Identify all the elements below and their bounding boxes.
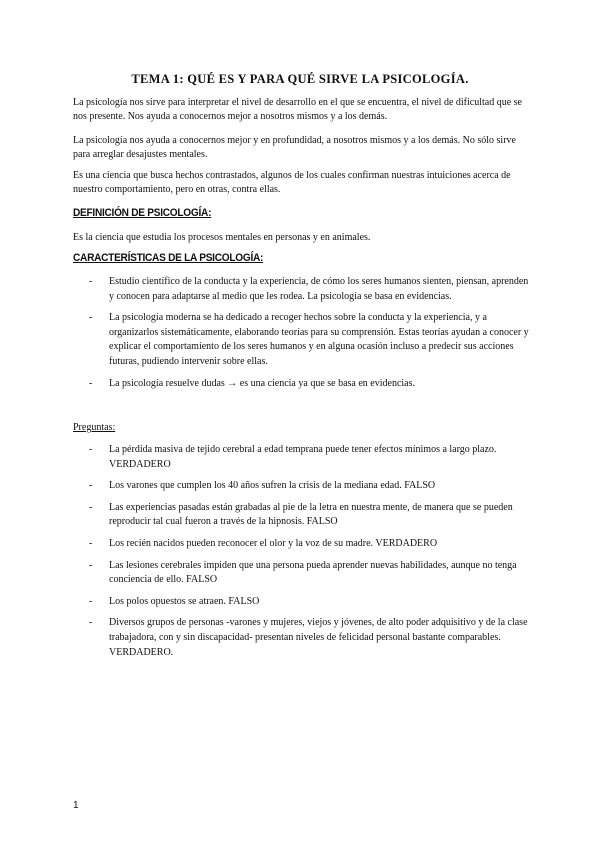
list-item xyxy=(73,559,533,588)
page-number: 1 xyxy=(73,800,79,811)
definition-heading: DEFINICIÓN DE PSICOLOGÍA: xyxy=(73,207,212,219)
list-item xyxy=(73,275,533,304)
question-text: Las lesiones cerebrales impiden que una persona pueda aprender nuevas habilidades, aunque no tenga conciencia de ello. FALSO xyxy=(109,559,517,586)
characteristic-text: Estudio científico de la conducta y la experiencia, de cómo los seres humanos sienten, piensan, aprenden y conocen para adaptarse al medio que les rodea. La psicología se basa en evidencias. xyxy=(109,276,529,302)
question-text: La pérdida masiva de tejido cerebral a edad temprana puede tener efectos mínimos a largo plazo. VERDADERO xyxy=(109,444,497,470)
characteristic-text: La psicología moderna se ha dedicado a recoger hechos sobre la conducta y la experiencia, y a organizarlos sistemáticamente, elaborando teorías para su comprensión. Estas teorías ayudan a conocer y explicar el comportamiento de los seres humanos y en alguna ocasión incluso a predecir sus acciones futuras, pudiendo intervenir sobre ellas. xyxy=(109,312,529,367)
list-item xyxy=(73,595,533,610)
definition-text: Es la ciencia que estudia los procesos mentales en personas y en animales. xyxy=(73,232,371,243)
question-text: Las experiencias pasadas están grabadas al pie de la letra en nuestra mente, de manera que se pueden reproducir tal cual fueron a través de la hipnosis. FALSO xyxy=(109,501,513,528)
characteristics-list xyxy=(73,275,533,391)
bullet-dash: - xyxy=(89,276,93,287)
bullet-dash: - xyxy=(89,312,93,324)
questions-list xyxy=(73,443,533,660)
bullet-dash: - xyxy=(89,501,93,513)
bullet-dash: - xyxy=(89,559,93,571)
intro-paragraph-3: Es una ciencia que busca hechos contrastados, algunos de los cuales confirman nuestras intuiciones acerca de nuestro comportamiento, pero en otras, contra ellas. xyxy=(73,170,511,195)
document-title: TEMA 1: QUÉ ES Y PARA QUÉ SIRVE LA PSICOLOGÍA. xyxy=(131,72,469,86)
list-item xyxy=(73,479,533,494)
question-text: Los recién nacidos pueden reconocer el olor y la voz de su madre. VERDADERO xyxy=(109,537,438,549)
list-item xyxy=(73,311,533,369)
list-item xyxy=(73,443,533,472)
question-text: Los polos opuestos se atraen. FALSO xyxy=(109,595,260,607)
intro-paragraph-2: La psicología nos ayuda a conocernos mejor y en profundidad, a nosotros mismos y a los demás. No sólo sirve para arreglar desajustes mentales. xyxy=(73,135,516,160)
bullet-dash: - xyxy=(89,377,93,389)
list-item xyxy=(73,501,533,530)
bullet-dash: - xyxy=(89,617,93,629)
question-text: Diversos grupos de personas -varones y mujeres, viejos y jóvenes, de alto poder adquisitivo y de la clase trabajadora, con y sin discapacidad- presentan niveles de felicidad personal bastante comparables. VERDADERO. xyxy=(109,617,528,658)
list-item xyxy=(73,616,533,660)
list-item xyxy=(73,377,533,392)
characteristics-heading: CARACTERÍSTICAS DE LA PSICOLOGÍA: xyxy=(73,252,264,264)
characteristic-text: La psicología resuelve dudas → es una ciencia ya que se basa en evidencias. xyxy=(109,377,415,389)
questions-label: Preguntas: xyxy=(73,422,116,433)
bullet-dash: - xyxy=(89,537,93,549)
bullet-dash: - xyxy=(89,595,93,607)
bullet-dash: - xyxy=(89,444,93,455)
question-text: Los varones que cumplen los 40 años sufren la crisis de la mediana edad. FALSO xyxy=(109,480,436,492)
intro-paragraph-1: La psicología nos sirve para interpretar el nivel de desarrollo en el que se encuentra, el nivel de dificultad que se nos presente. Nos ayuda a conocernos mejor a nosotros mismos y a los demás. xyxy=(73,97,522,122)
bullet-dash: - xyxy=(89,480,93,492)
list-item xyxy=(73,537,533,552)
